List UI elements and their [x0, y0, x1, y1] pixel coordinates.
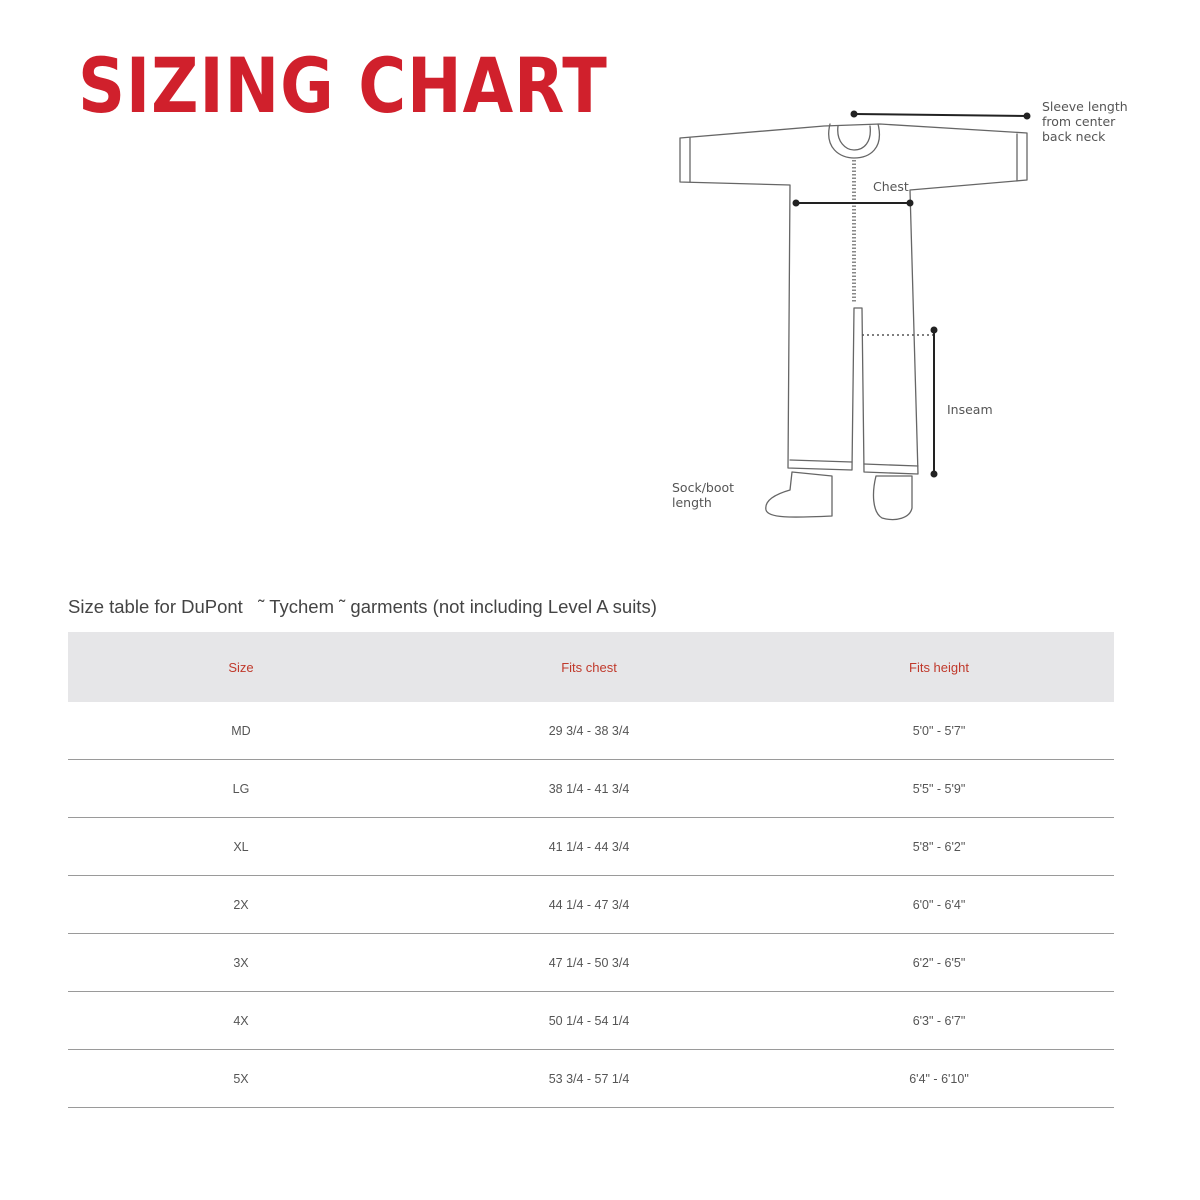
page-title: SIZING CHART — [78, 41, 608, 130]
cell-size: MD — [231, 723, 251, 738]
cell-size: 5X — [233, 1071, 249, 1086]
collar — [829, 124, 880, 158]
sleeve-label-line3: back neck — [1042, 129, 1106, 144]
inseam-label: Inseam — [947, 402, 993, 417]
cell-size: 2X — [233, 897, 249, 912]
cell-height: 6'4" - 6'10" — [909, 1071, 969, 1086]
column-header-size: Size — [228, 659, 254, 675]
cell-height: 5'8" - 6'2" — [912, 839, 966, 854]
column-header-height: Fits height — [909, 659, 969, 675]
cell-height: 6'3" - 6'7" — [912, 1013, 966, 1028]
cell-chest: 38 1/4 - 41 3/4 — [548, 781, 630, 796]
chest-label: Chest — [873, 179, 909, 194]
right-boot — [874, 476, 912, 520]
table-row — [68, 760, 1114, 818]
table-row — [68, 992, 1114, 1050]
coverall-outline — [680, 124, 1027, 474]
column-header-chest: Fits chest — [561, 659, 617, 675]
cell-chest: 50 1/4 - 54 1/4 — [548, 1013, 630, 1028]
sleeve-label-line2: from center — [1042, 114, 1116, 129]
cell-size: XL — [233, 839, 249, 854]
cell-chest: 47 1/4 - 50 3/4 — [548, 955, 630, 970]
cell-height: 5'5" - 5'9" — [912, 781, 966, 796]
left-boot — [766, 472, 832, 517]
cell-height: 6'2" - 6'5" — [912, 955, 966, 970]
table-caption: Size table for DuPont ˜ Tychem ˜ garments (not including Level A suits) — [68, 596, 657, 617]
table-header — [68, 632, 1114, 702]
cell-size: LG — [232, 781, 250, 796]
cell-chest: 53 3/4 - 57 1/4 — [548, 1071, 630, 1086]
sock-label-line1: Sock/boot — [672, 480, 735, 495]
cell-height: 5'0" - 5'7" — [912, 723, 966, 738]
table-row — [68, 934, 1114, 992]
table-row — [68, 702, 1114, 760]
cell-chest: 41 1/4 - 44 3/4 — [548, 839, 630, 854]
size-table — [68, 632, 1114, 1108]
sleeve-label-line1: Sleeve length — [1042, 99, 1128, 114]
cell-size: 3X — [233, 955, 249, 970]
table-row — [68, 1050, 1114, 1108]
cell-chest: 44 1/4 - 47 3/4 — [548, 897, 630, 912]
coverall-diagram — [0, 0, 1200, 560]
table-row — [68, 876, 1114, 934]
cell-height: 6'0" - 6'4" — [912, 897, 966, 912]
cell-size: 4X — [233, 1013, 249, 1028]
sock-label-line2: length — [672, 495, 712, 510]
table-row — [68, 818, 1114, 876]
cell-chest: 29 3/4 - 38 3/4 — [548, 723, 630, 738]
